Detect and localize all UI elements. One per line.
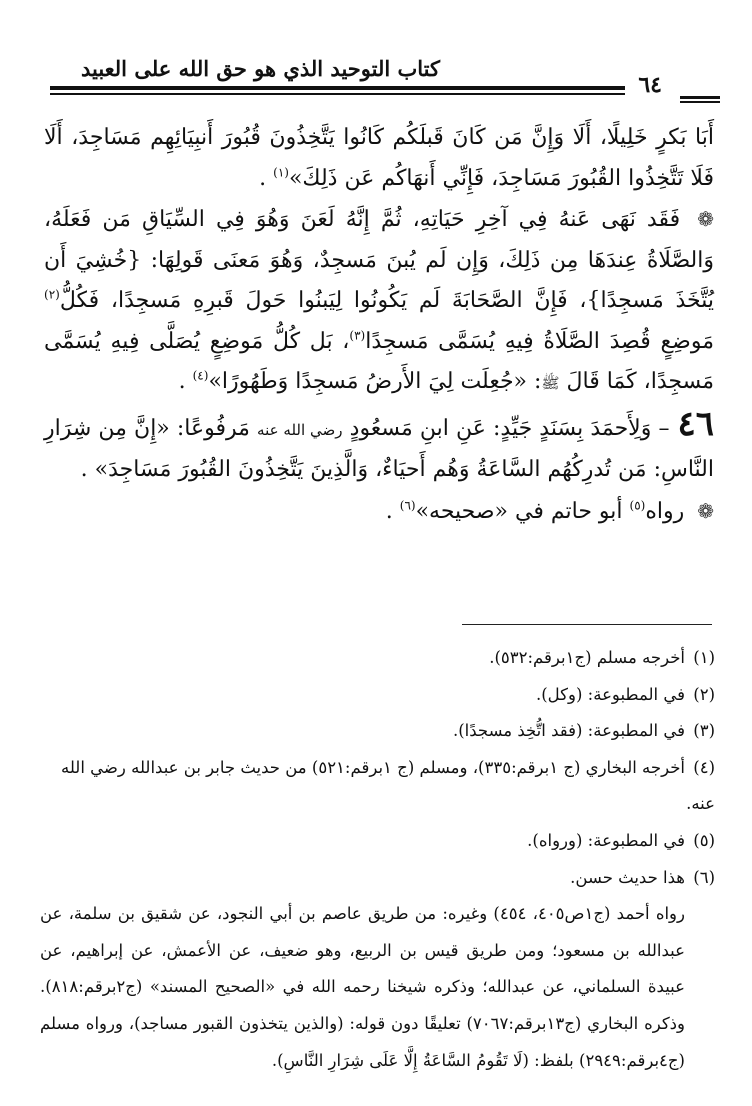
paragraph-2-text-3: ، بَل كُلُّ مَوضِعٍ يُصَلَّى فِيهِ يُسَمَّى مَسجِدًا، كَمَا قَالَ [44, 328, 714, 394]
paragraph-3-text-1: رواه [645, 498, 685, 524]
footnote-ref-1[interactable]: (١) [273, 165, 289, 180]
hadith-number: ٤٦ [677, 403, 714, 444]
footnote-6-continuation: رواه أحمد (ج١ص٤٠٥، ٤٥٤) وغيره: من طريق عاصم بن أبي النجود، عن شقيق بن سلمة، عن عبدالله بن مسعود؛ ومن طريق قيس بن الربيع، وهو ضعيف، عن الأعمش، عن إبراهيم، عن عبيدة السلماني، عن عبدالله؛ وذكره شيخنا رحمه الله في «الصحيح المسند» (ج٢برقم:٨١٨). وذكره البخاري (ج١٣برقم:٧٠٦٧) تعليقًا دون قوله: (والذين يتخذون القبور مساجد)، ورواه مسلم (ج٤برقم:٢٩٤٩) بلفظ: (لَا تَقُومُ السَّاعَةُ إِلَّا عَلَى شِرَارِ النَّاسِ). [40, 904, 685, 1070]
footnote-number: (٤) [693, 757, 715, 777]
footnote-number: (٥) [693, 830, 715, 850]
header-rule-thick [50, 86, 625, 90]
footnote-item [40, 677, 715, 714]
main-text [44, 118, 714, 532]
footnote-item [40, 860, 715, 897]
paragraph-2-text-2: مَوضِعٍ قُصِدَ الصَّلَاةُ فِيهِ يُسَمَّى مَسجِدًا [365, 328, 714, 354]
footnote-text: هذا حديث حسن. [570, 867, 685, 887]
footnote-text: في المطبوعة: (وكل). [535, 684, 685, 704]
hadith-46: ٤٦– وَلِأَحمَدَ بِسَنَدٍ جَيِّدٍ: عَنِ ابنِ مَسعُودٍ رضي الله عنه مَرفُوعًا: «إِنَّ مِن شِرَارِ النَّاسِ: مَن تُدرِكُهُم السَّاعَةُ وَهُم أَحيَاءٌ، وَالَّذِينَ يَتَّخِذُونَ القُبُورَ مَسَاجِدَ» . [44, 403, 714, 482]
footnote-text: أخرجه مسلم (ج١برقم:٥٣٢). [489, 648, 685, 667]
hadith-text-2: مَرفُوعًا: «إِنَّ مِن شِرَارِ النَّاسِ: مَن تُدرِكُهُم السَّاعَةُ وَهُم أَحيَاءٌ، وَالَّذِينَ يَتَّخِذُونَ القُبُورَ مَسَاجِدَ» [44, 415, 714, 482]
footnote-item [40, 713, 715, 750]
honorific-glyph: رضي الله عنه [257, 420, 343, 439]
paragraph-2-text-4: : «جُعِلَت لِيَ الأَرضُ مَسجِدًا وَطَهُورًا» [208, 369, 542, 394]
salutation-glyph: ﷺ [541, 374, 560, 392]
footnote-text: في المطبوعة: (ورواه). [527, 830, 685, 850]
footnote-number: (١) [693, 648, 715, 667]
footnote-text: في المطبوعة: (فقد اتُّخِذ مسجدًا). [452, 721, 685, 741]
paragraph-1-line-1: أَبَا بَكرٍ خَلِيلًا، أَلَا وَإِنَّ مَن كَانَ قَبلَكُم كَانُوا يَتَّخِذُونَ قُبُورَ أَنبِيَائِهِم مَسَاجِدَ، أَلَا فَلَا [44, 125, 714, 191]
footnote-text: أخرجه البخاري (ج ١برقم:٣٣٥)، ومسلم (ج ١برقم:٥٢١) من حديث جابر بن عبدالله رضي الله عنه. [60, 757, 715, 814]
footnotes [40, 640, 715, 1079]
paragraph-2: ❁ فَقَد نَهَى عَنهُ فِي آخِرِ حَيَاتِهِ، ثُمَّ إِنَّهُ لَعَنَ وَهُوَ فِي السِّيَاقِ مَن فَعَلَهُ، وَالصَّلَاةُ عِندَهَا مِن ذَلِكَ، وَإِن لَم يُبنَ مَسجِدٌ، وَهُوَ مَعنَى قَولِهَا: {خُشِيَ أَن يُتَّخَذَ مَسجِدًا}، فَإِنَّ الصَّحَابَةَ لَم يَكُونُوا لِيَبنُوا حَولَ قَبرِهِ مَسجِدًا، فَكُلُّ$^{(٢)}$ مَوضِعٍ قُصِدَ الصَّلَاةُ فِيهِ يُسَمَّى مَسجِدًا$^{(٣)}$، بَل كُلُّ مَوضِعٍ يُصَلَّى فِيهِ يُسَمَّى مَسجِدًا، كَمَا قَالَ ﷺ: «جُعِلَت لِيَ الأَرضُ مَسجِدًا وَطَهُورًا»$^{(٤)}$ . [44, 199, 714, 404]
flower-ornament-icon: ❁ [697, 207, 714, 231]
flower-ornament-icon: ❁ [697, 498, 714, 523]
paragraph-1-line-2: تَتَّخِذُوا القُبُورَ مَسَاجِدَ، فَإِنِّي أَنهَاكُم عَن ذَلِكَ» [288, 165, 684, 191]
paragraph-3: ❁ رواه$^{(٥)}$ أبو حاتم في «صحيحه»$^{(٦)}$ . [44, 491, 714, 533]
page-number: ٦٤ [638, 72, 662, 98]
footnote-ref-5[interactable]: (٥) [629, 498, 646, 513]
footnote-item [40, 823, 715, 860]
header-rule-short [680, 96, 720, 99]
footnote-number: (٣) [693, 721, 715, 741]
footnote-ref-2[interactable]: (٢) [44, 287, 60, 302]
paragraph-2-text-1: فَقَد نَهَى عَنهُ فِي آخِرِ حَيَاتِهِ، ثُمَّ إِنَّهُ لَعَنَ وَهُوَ فِي السِّيَاقِ مَن فَعَلَهُ، وَالصَّلَاةُ عِندَهَا مِن ذَلِكَ، وَإِن لَم يُبنَ مَسجِدٌ، وَهُوَ مَعنَى قَولِهَا: {خُشِيَ أَن يُتَّخَذَ مَسجِدًا}، فَإِنَّ الصَّحَابَةَ لَم يَكُونُوا لِيَبنُوا حَولَ قَبرِهِ مَسجِدًا، فَكُلُّ [44, 207, 714, 313]
header-rule-thin [50, 93, 625, 95]
book-title: كتاب التوحيد الذي هو حق الله على العبيد [80, 56, 440, 81]
footnote-ref-3[interactable]: (٣) [349, 328, 366, 343]
footnote-ref-4[interactable]: (٤) [192, 368, 209, 383]
footnote-item [40, 750, 715, 823]
page-header [40, 52, 720, 112]
header-rule-short-thin [680, 101, 720, 103]
footnote-ref-6[interactable]: (٦) [399, 498, 416, 513]
hadith-text-1: – وَلِأَحمَدَ بِسَنَدٍ جَيِّدٍ: عَنِ ابنِ مَسعُودٍ [349, 415, 670, 441]
footnote-number: (٦) [693, 867, 715, 887]
paragraph-1: أَبَا بَكرٍ خَلِيلًا، أَلَا وَإِنَّ مَن كَانَ قَبلَكُم كَانُوا يَتَّخِذُونَ قُبُورَ أَنبِيَائِهِم مَسَاجِدَ، أَلَا فَلَا تَتَّخِذُوا القُبُورَ مَسَاجِدَ، فَإِنِّي أَنهَاكُم عَن ذَلِكَ»$^{(١)}$ . [44, 125, 714, 191]
paragraph-3-text-2: أبو حاتم في «صحيحه» [415, 498, 623, 524]
footnote-separator [462, 624, 712, 625]
footnote-item [40, 640, 715, 677]
footnote-number: (٢) [693, 684, 715, 704]
